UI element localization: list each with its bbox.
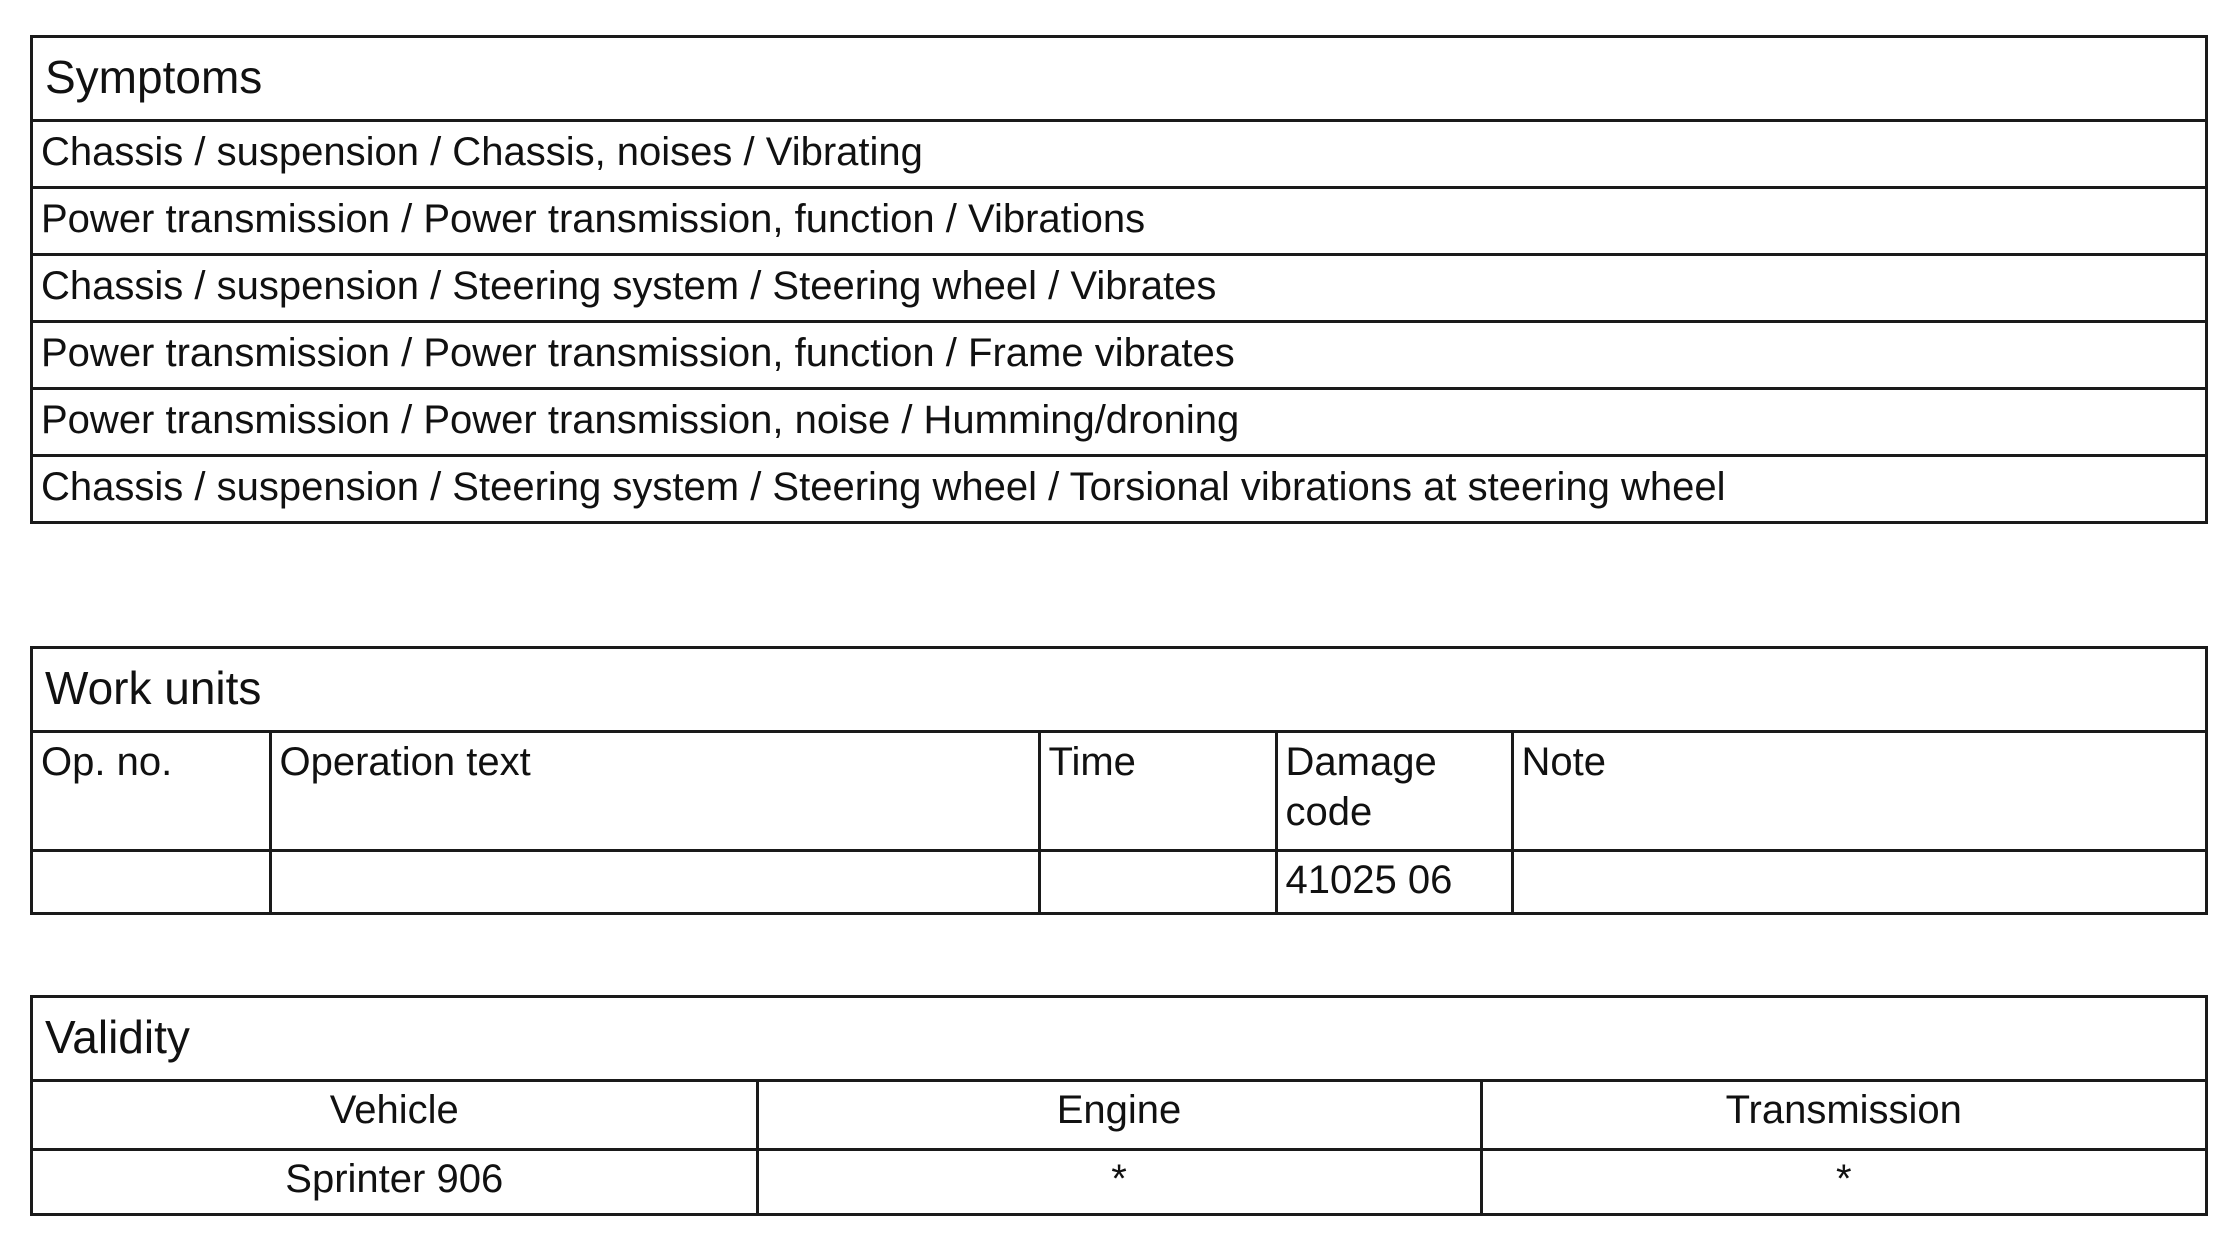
symptoms-title: Symptoms (33, 38, 2205, 122)
column-header-damage-code: Damage code (1276, 733, 1512, 850)
column-header-transmission: Transmission (1481, 1082, 2205, 1149)
validity-grid (33, 1082, 2205, 1213)
table-row (33, 1149, 2205, 1213)
operation-text-cell (270, 850, 1039, 914)
op-no-cell (33, 850, 270, 914)
work-units-header-row (33, 733, 2205, 850)
symptom-row: Chassis / suspension / Steering system / Steering wheel / Torsional vibrations at steering wheel (41, 465, 1726, 509)
time-cell (1039, 850, 1276, 914)
column-header-operation-text: Operation text (270, 733, 1039, 850)
symptoms-table (30, 35, 2208, 524)
symptom-row: Power transmission / Power transmission, noise / Humming/droning (33, 390, 2205, 457)
validity-header-row (33, 1082, 2205, 1149)
symptom-row: Chassis / suspension / Steering system / Steering wheel / Vibrates (33, 256, 2205, 323)
column-header-engine: Engine (757, 1082, 1481, 1149)
damage-code-cell: 41025 06 (1276, 850, 1512, 914)
column-header-note: Note (1512, 733, 2205, 850)
work-units-title: Work units (33, 649, 2205, 733)
column-header-vehicle: Vehicle (33, 1082, 757, 1149)
validity-title: Validity (33, 998, 2205, 1082)
table-row (33, 850, 2205, 914)
symptom-row: Power transmission / Power transmission, function / Vibrations (33, 189, 2205, 256)
work-units-table (30, 646, 2208, 915)
transmission-cell: * (1481, 1149, 2205, 1213)
symptom-row: Power transmission / Power transmission, function / Frame vibrates (33, 323, 2205, 390)
work-units-grid (33, 733, 2205, 914)
symptom-row: Chassis / suspension / Chassis, noises / Vibrating (33, 122, 2205, 189)
column-header-op-no: Op. no. (33, 733, 270, 850)
note-cell (1512, 850, 2205, 914)
engine-cell: * (757, 1149, 1481, 1213)
column-header-time: Time (1039, 733, 1276, 850)
vehicle-cell: Sprinter 906 (285, 1156, 504, 1201)
validity-table (30, 995, 2208, 1216)
